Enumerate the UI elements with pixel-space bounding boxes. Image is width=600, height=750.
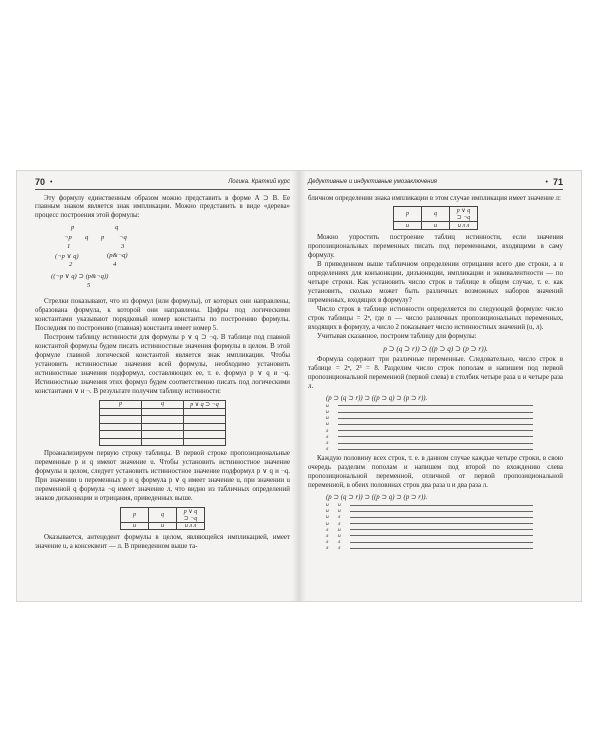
list-item: л xyxy=(326,428,563,434)
truth-table-3 xyxy=(393,206,478,230)
tree-conjunction: (p&¬q) xyxy=(107,252,128,260)
truth-table-2-header: p q p ∨ q ⊃ ¬q xyxy=(121,507,205,522)
left-running-head xyxy=(35,177,290,190)
list-item: u u xyxy=(326,508,563,514)
list-item: л u xyxy=(326,527,563,533)
book-spread xyxy=(16,170,582,602)
tree-num-4: 4 xyxy=(113,261,117,269)
table-row xyxy=(100,423,226,431)
left-running-title: Логика. Краткий курс xyxy=(228,179,290,185)
column-table-2-formula: (p ⊃ (q ⊃ r)) ⊃ ((p ⊃ q) ⊃ (p ⊃ r)). xyxy=(326,494,428,502)
table-row: u u u л л xyxy=(394,222,478,230)
tree-disjunction: (¬p ∨ q) xyxy=(55,253,79,261)
right-para-3: В приведенном выше табличном определении отрицания всего две строки, а в определениях для конъюнкции, дизъюнкции, импликации и эквивалентности — по четыре строки. Как установить число строк в таблице в общем случае, т. е. как установить, сколько может быть различных возможных наборов значений переменных, входящих в формулу? xyxy=(308,261,563,304)
right-para-7: Каждую половину всех строк, т. е. в данном случае каждые четыре строки, в свою очередь разделим пополам и напишем под второй по вхождению слева пропозициональной переменной, отличной от первой пропозициональной переменной, в обеих половинах строк два раза u и два раза л. xyxy=(308,455,563,490)
truth-table-3-header: p q p ∨ q ⊃ ¬q xyxy=(394,207,478,222)
left-page xyxy=(17,171,300,601)
left-page-number: 70 xyxy=(35,177,46,187)
formula-tree xyxy=(51,224,171,294)
list-item: u xyxy=(326,415,563,421)
tree-root: ((¬p ∨ q) ⊃ (p&¬q)) xyxy=(51,273,109,281)
right-page-number: 71 xyxy=(552,177,563,187)
left-para-4: Проанализируем первую строку таблицы. В первой строке пропозициональные переменные p и q имеют значение u. Чтобы установить истинностное значение формулы в целом, следует установить истинностное значение подформул p ∨ q и ¬q. При значении u переменных p и q формула p ∨ q имеет значение u, при значении u переменной q формула ¬q имеет значение л, что видно из табличных определений знаков дизъюнкции и отрицания, приведенных выше. xyxy=(35,450,290,502)
left-para-3: Построим таблицу истинности для формулы p ∨ q ⊃ ¬q. В таблице под главной константой формулы будем писать истинностные значения формулы в целом. В этой формуле главной логической константой является знак импликации. Чтобы установить истинностные значения всей формулы, необходимо установить истинностные значения подформул, составляющих ее, т. е. формул p ∨ q и ¬q. Истинностные значения этих формул будем соответственно писать под логическими константами ∨ и ¬. В результате получим таблицу истинности: xyxy=(35,334,290,395)
list-item: u u xyxy=(326,502,563,508)
list-item: л xyxy=(326,434,563,440)
right-running-title: Дедуктивные и индуктивные умозаключения xyxy=(308,179,437,185)
list-item: u л xyxy=(326,514,563,520)
right-para-5: Учитывая сказанное, построим таблицу для формулы: xyxy=(317,333,477,341)
tree-not-p: ¬p xyxy=(64,234,72,242)
table-row xyxy=(100,416,226,424)
list-item: л u xyxy=(326,533,563,539)
list-item: u xyxy=(326,403,563,409)
list-item: u xyxy=(326,421,563,427)
right-para-2: Можно упростить построение таблиц истинности, если значения пропозициональных переменных писать под переменными, входящими в саму формулу. xyxy=(308,233,563,259)
left-para-2: Стрелки показывают, что из формул (или формулы), от которых они направлены, образована формула, к которой они направлены. Цифры под логическими константами указывают порядковый номер константы по построению формулы. Последняя по построению (главная) константа имеет номер 5. xyxy=(35,298,290,332)
tree-not-q: ¬q xyxy=(119,234,127,242)
right-para-1: бличном определении знака импликации в этом случае импликация имеет значение л: xyxy=(308,194,561,202)
right-running-head xyxy=(308,177,563,190)
truth-table-1 xyxy=(99,400,226,447)
right-para-6: Формула содержит три различные переменные. Следовательно, число строк в таблице = 2ⁿ, 2³ = 8. Разделим число строк пополам и напишем под первой пропозициональной переменной (первой слева) в столбик четыре раза u и четыре раза л. xyxy=(308,356,563,390)
left-para-1: Эту формулу единственным образом можно представить в форме A ⊃ B. Ее главным знаком является знак импликации. Можно представить в виде «дерева» процесс построения этой формулы: xyxy=(35,194,290,220)
list-item: л л xyxy=(326,539,563,545)
tree-q2: q xyxy=(85,234,89,242)
column-table-2 xyxy=(326,493,563,552)
list-item: u xyxy=(326,409,563,415)
list-item: u л xyxy=(326,521,563,527)
tree-num-1: 1 xyxy=(67,243,71,251)
tree-num-2: 2 xyxy=(69,261,73,269)
table-row: u u u л л xyxy=(121,522,205,530)
tree-p: p xyxy=(71,224,75,232)
tree-p2: p xyxy=(101,234,105,242)
main-formula: p ⊃ (q ⊃ r)) ⊃ ((p ⊃ q) ⊃ (p ⊃ r)). xyxy=(383,345,488,354)
list-item: л xyxy=(326,446,563,452)
table-row xyxy=(100,431,226,439)
tree-q: q xyxy=(115,224,119,232)
right-page xyxy=(298,171,581,601)
truth-table-2 xyxy=(120,507,205,531)
left-para-5: Оказывается, антецедент формулы в целом, являющейся импликацией, имеет значение u, а консеквент — л. В приведенном выше та- xyxy=(35,534,290,551)
right-para-4: Число строк в таблице истинности определяется по следующей формуле: число строк таблицы = 2ⁿ, где n — число различных пропозициональных переменных, входящих в формулу, а число 2 показывает число истинностных значений (u, л). xyxy=(308,306,563,331)
table-row xyxy=(100,408,226,416)
column-table-1-formula: (p ⊃ (q ⊃ r)) ⊃ ((p ⊃ q) ⊃ (p ⊃ r)). xyxy=(326,394,428,402)
truth-table-1-header: p q p ∨ q ⊃ ¬q xyxy=(100,400,226,408)
table-row xyxy=(100,438,226,446)
tree-num-5: 5 xyxy=(87,282,91,290)
list-item: л xyxy=(326,440,563,446)
left-bullet: • xyxy=(50,178,53,186)
right-bullet: • xyxy=(545,178,548,186)
list-item: л л xyxy=(326,545,563,551)
column-table-1 xyxy=(326,394,563,453)
tree-num-3: 3 xyxy=(121,243,125,251)
